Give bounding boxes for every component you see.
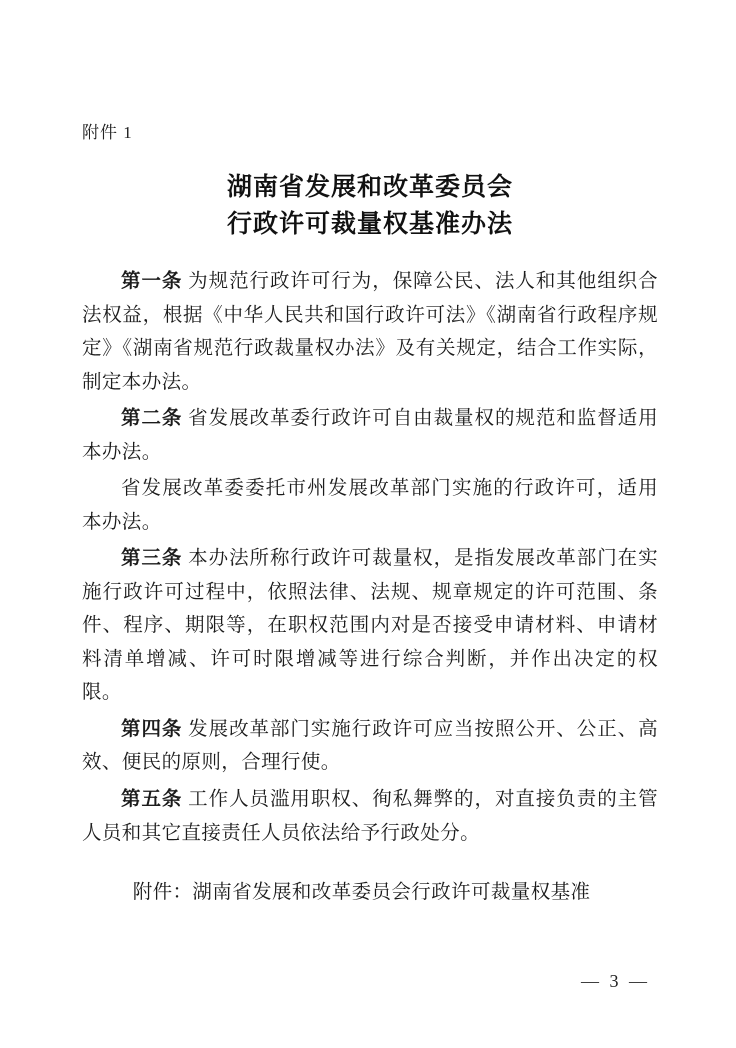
article-text: 为规范行政许可行为，保障公民、法人和其他组织合法权益，根据《中华人民共和国行政许可法》《湖南省行政程序规定》《湖南省规范行政裁量权办法》及有关规定，结合工作实际，制定本办法。 — [82, 271, 658, 393]
title-line-2: 行政许可裁量权基准办法 — [226, 211, 513, 238]
title-line-1: 湖南省发展和改革委员会 — [226, 174, 513, 201]
page-number: — 3 — — [581, 971, 650, 991]
article-text: 本办法所称行政许可裁量权，是指发展改革部门在实施行政许可过程中，依照法律、法规、规章规定的许可范围、条件、程序、期限等，在职权范围内对是否接受申请材料、申请材料清单增减、许可时限增减等进行综合判断，并作出决定的权限。 — [82, 548, 658, 704]
article-text: 省发展改革委委托市州发展改革部门实施的行政许可，适用本办法。 — [82, 478, 658, 533]
page-title — [82, 169, 658, 243]
article-paragraph — [82, 402, 658, 469]
article-number: 第四条 — [121, 718, 183, 740]
appendix-line: 附件：湖南省发展和改革委员会行政许可裁量权基准 — [132, 882, 591, 904]
article-paragraph — [82, 713, 658, 780]
article-number: 第一条 — [121, 271, 183, 292]
article-text: 省发展改革委行政许可自由裁量权的规范和监督适用本办法。 — [82, 408, 658, 463]
article-number: 第三条 — [121, 548, 183, 570]
article-paragraph — [82, 542, 658, 710]
attachment-label: 附件 1 — [82, 123, 133, 142]
article-number: 第二条 — [121, 408, 183, 430]
article-text: 工作人员滥用职权、徇私舞弊的，对直接负责的主管人员和其它直接责任人员依法给予行政处分。 — [82, 788, 658, 844]
article-paragraph — [82, 472, 658, 539]
article-number: 第五条 — [121, 788, 183, 810]
article-paragraph — [82, 265, 658, 399]
article-paragraph — [82, 783, 658, 850]
article-text: 发展改革部门实施行政许可应当按照公开、公正、高效、便民的原则，合理行使。 — [82, 718, 658, 774]
